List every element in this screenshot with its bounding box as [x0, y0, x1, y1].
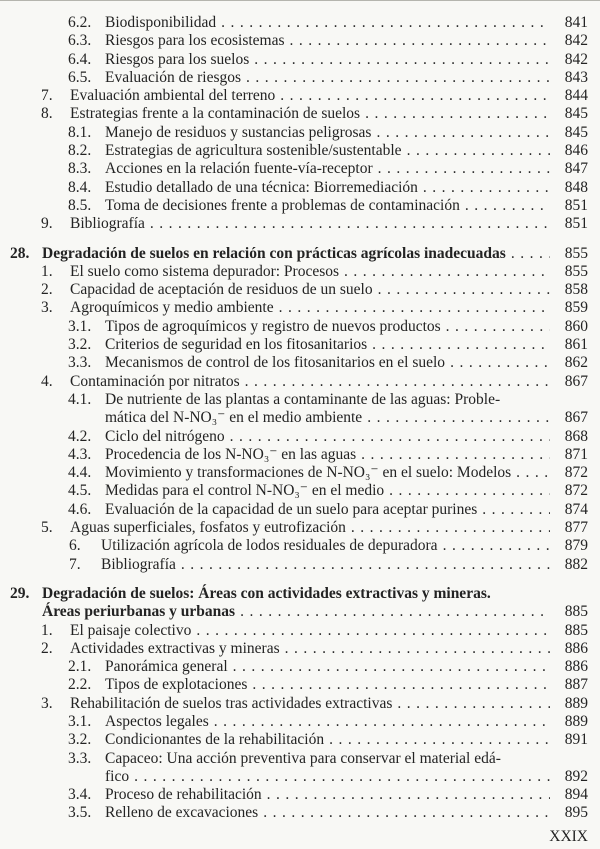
dot-leader	[376, 124, 550, 142]
dot-leader	[267, 786, 550, 804]
dot-leader	[407, 142, 550, 160]
entry-page-number: 858	[564, 281, 588, 299]
entry-page-number: 871	[564, 445, 588, 463]
toc-entry	[41, 373, 588, 391]
entry-number: 2.	[41, 639, 53, 657]
entry-page-number: 891	[564, 731, 588, 749]
entry-page-number: 879	[564, 537, 588, 555]
dot-leader	[367, 409, 550, 427]
entry-title: Bibliografía	[101, 555, 176, 573]
dot-leader	[482, 501, 550, 519]
entry-page-number: 851	[564, 215, 588, 233]
entry-title: Estrategias frente a la contaminación de suelos	[70, 105, 361, 123]
entry-title: Relleno de excavaciones	[105, 804, 259, 822]
entry-page-number: 895	[564, 804, 588, 822]
entry-number: 3.1.	[68, 712, 92, 730]
entry-page-number: 855	[564, 262, 588, 280]
entry-number: 3.4.	[68, 786, 92, 804]
dot-leader	[290, 32, 550, 50]
entry-page-number: 845	[564, 105, 588, 123]
dot-leader	[263, 804, 550, 822]
entry-page-number: 842	[564, 50, 588, 68]
entry-title: Aguas superficiales, fosfatos y eutrofización	[70, 519, 346, 537]
entry-number: 28.	[10, 244, 30, 262]
dot-leader	[181, 556, 550, 574]
toc-entry	[68, 69, 588, 87]
entry-number: 6.	[69, 537, 81, 555]
entry-title: Estudio detallado de una técnica: Biorremediación	[105, 178, 418, 196]
toc-entry	[105, 409, 588, 427]
entry-number: 6.4.	[68, 50, 92, 68]
entry-title: Estrategias de agricultura sostenible/sustentable	[105, 142, 402, 160]
entry-page-number: 843	[564, 68, 588, 86]
toc-entry	[41, 215, 588, 233]
toc-entry	[68, 51, 588, 69]
toc-entry	[68, 14, 588, 32]
toc-chapter-entry	[10, 245, 588, 263]
toc-entry	[68, 676, 588, 694]
page-footer	[0, 827, 588, 846]
toc-entry	[41, 87, 588, 105]
dot-leader	[230, 428, 550, 446]
toc-entry	[68, 750, 588, 768]
entry-title: Criterios de seguridad en los fitosanitarios	[105, 336, 368, 354]
entry-number: 4.5.	[68, 482, 92, 500]
entry-number: 3.	[41, 299, 53, 317]
entry-page-number: 848	[564, 178, 588, 196]
entry-title: Proceso de rehabilitación	[105, 786, 262, 804]
entry-page-number: 892	[564, 767, 588, 785]
entry-page-number: 860	[564, 317, 588, 335]
toc-entry	[68, 336, 588, 354]
dot-leader	[240, 603, 550, 621]
toc-section	[0, 14, 588, 234]
entry-number: 8.1.	[68, 123, 92, 141]
entry-title: Ciclo del nitrógeno	[105, 427, 225, 445]
entry-page-number: 844	[564, 87, 588, 105]
toc-entry	[68, 391, 588, 409]
entry-title: Agroquímicos y medio ambiente	[70, 299, 274, 317]
entry-title: Mecanismos de control de los fitosanitarios en el suelo	[105, 354, 446, 372]
dot-leader	[516, 464, 550, 482]
entry-page-number: 859	[564, 299, 588, 317]
toc-entry	[41, 263, 588, 281]
toc-entry	[68, 501, 588, 519]
entry-number: 4.4.	[68, 464, 92, 482]
entry-number: 4.	[41, 372, 53, 390]
entry-title: Rehabilitación de suelos tras actividades extractivas	[70, 694, 393, 712]
toc-chapter-entry	[10, 585, 588, 603]
entry-page-number: 855	[564, 244, 588, 262]
dot-leader	[329, 731, 550, 749]
toc-entry	[69, 556, 588, 574]
toc-entry	[68, 197, 588, 215]
entry-page-number: 889	[564, 712, 588, 730]
dot-leader	[254, 51, 550, 69]
entry-number: 8.5.	[68, 196, 92, 214]
toc-entry	[68, 318, 588, 336]
entry-title: Capaceo: Una acción preventiva para conservar el material edá-	[105, 749, 501, 767]
entry-page-number: 872	[564, 464, 588, 482]
toc-entry	[69, 537, 588, 555]
toc-entry	[68, 464, 588, 482]
toc-entry	[68, 713, 588, 731]
entry-title: El paisaje colectivo	[70, 621, 192, 639]
entry-page-number: 894	[564, 786, 588, 804]
entry-page-number: 842	[564, 32, 588, 50]
entry-page-number: 847	[564, 160, 588, 178]
entry-page-number: 886	[564, 658, 588, 676]
entry-page-number: 867	[564, 409, 588, 427]
toc-entry	[68, 160, 588, 178]
entry-page-number: 889	[564, 694, 588, 712]
entry-number: 3.2.	[68, 731, 92, 749]
dot-leader	[446, 318, 550, 336]
toc-entry	[68, 32, 588, 50]
entry-title: Degradación de suelos en relación con prácticas agrícolas inadecuadas	[42, 244, 506, 262]
entry-title: Toma de decisiones frente a problemas de contaminación	[105, 196, 460, 214]
toc-entry	[41, 640, 588, 658]
dot-leader	[378, 160, 550, 178]
entry-title: Acciones en la relación fuente-vía-receptor	[105, 160, 373, 178]
dot-leader	[351, 519, 550, 537]
entry-number: 3.3.	[68, 749, 92, 767]
entry-title: Evaluación ambiental del terreno	[70, 87, 276, 105]
entry-number: 2.2.	[68, 676, 92, 694]
entry-title: Actividades extractivas y mineras	[70, 639, 280, 657]
entry-number: 6.5.	[68, 68, 92, 86]
entry-page-number: 887	[564, 676, 588, 694]
toc-entry	[68, 428, 588, 446]
entry-number: 29.	[10, 584, 30, 602]
dot-leader	[361, 446, 550, 464]
entry-number: 4.3.	[68, 445, 92, 463]
entry-number: 3.5.	[68, 804, 92, 822]
dot-leader	[365, 105, 550, 123]
entry-title: Capacidad de aceptación de residuos de un suelo	[70, 281, 373, 299]
entry-title: El suelo como sistema depurador: Procesos	[70, 262, 340, 280]
entry-number: 7.	[69, 555, 81, 573]
entry-number: 3.	[41, 694, 53, 712]
toc-entry	[68, 179, 588, 197]
toc-entry	[68, 354, 588, 372]
entry-page-number: 846	[564, 142, 588, 160]
entry-title: Tipos de explotaciones	[105, 676, 248, 694]
dot-leader	[450, 354, 550, 372]
entry-title: Biodisponibilidad	[105, 14, 217, 31]
entry-number: 4.2.	[68, 427, 92, 445]
toc-entry	[41, 281, 588, 299]
dot-leader	[344, 263, 550, 281]
dot-leader	[443, 537, 550, 555]
entry-number: 9.	[41, 215, 53, 233]
dot-leader	[511, 245, 550, 263]
entry-number: 6.2.	[68, 14, 92, 31]
entry-number: 2.	[41, 281, 53, 299]
entry-number: 1.	[41, 621, 53, 639]
entry-title: Tipos de agroquímicos y registro de nuevos productos	[105, 317, 441, 335]
toc-entry	[68, 482, 588, 500]
entry-title: Procedencia de los N-NO₃⁻ en las aguas	[105, 445, 357, 463]
entry-title: Aspectos legales	[105, 712, 209, 730]
entry-title: Manejo de residuos y sustancias peligrosas	[105, 123, 372, 141]
entry-title: Riesgos para los suelos	[105, 50, 250, 68]
entry-page-number: 841	[564, 14, 588, 31]
entry-page-number: 868	[564, 427, 588, 445]
entry-page-number: 886	[564, 639, 588, 657]
entry-title: De nutriente de las plantas a contaminante de las aguas: Proble-	[105, 390, 501, 408]
entry-title: Riesgos para los ecosistemas	[105, 32, 285, 50]
toc-entry	[41, 622, 588, 640]
entry-number: 8.4.	[68, 178, 92, 196]
dot-leader	[378, 281, 550, 299]
entry-page-number: 874	[564, 500, 588, 518]
entry-title: Degradación de suelos: Áreas con actividades extractivas y mineras.	[42, 584, 491, 602]
entry-title: fico	[105, 767, 130, 785]
page-roman-numeral: XXIX	[549, 827, 588, 845]
entry-number: 8.3.	[68, 160, 92, 178]
dot-leader	[150, 215, 550, 233]
entry-number: 6.3.	[68, 32, 92, 50]
entry-title: Evaluación de la capacidad de un suelo para aceptar purines	[105, 500, 478, 518]
entry-title: Áreas periurbanas y urbanas	[42, 603, 236, 621]
entry-number: 2.1.	[68, 658, 92, 676]
entry-page-number: 885	[564, 603, 588, 621]
entry-number: 3.2.	[68, 336, 92, 354]
entry-number: 7.	[41, 87, 53, 105]
entry-title: Medidas para el control N-NO₃⁻ en el medio	[105, 482, 385, 500]
dot-leader	[285, 640, 550, 658]
dot-leader	[389, 482, 550, 500]
entry-title: Condicionantes de la rehabilitación	[105, 731, 325, 749]
entry-number: 5.	[41, 519, 53, 537]
entry-number: 4.6.	[68, 500, 92, 518]
entry-title: Movimiento y transformaciones de N-NO₃⁻ en el suelo: Modelos	[105, 464, 512, 482]
entry-number: 3.1.	[68, 317, 92, 335]
dot-leader	[233, 658, 550, 676]
entry-number: 8.2.	[68, 142, 92, 160]
toc-entry	[41, 519, 588, 537]
toc-entry	[68, 446, 588, 464]
toc-entry	[41, 299, 588, 317]
dot-leader	[423, 179, 550, 197]
entry-title: Panorámica general	[105, 658, 228, 676]
entry-title: Utilización agrícola de lodos residuales de depuradora	[101, 537, 438, 555]
entry-number: 8.	[41, 105, 53, 123]
entry-page-number: 851	[564, 196, 588, 214]
toc-section	[0, 245, 588, 574]
toc-entry	[68, 124, 588, 142]
entry-title: Bibliografía	[70, 215, 145, 233]
dot-leader	[246, 69, 550, 87]
dot-leader	[134, 768, 550, 786]
dot-leader	[279, 299, 550, 317]
dot-leader	[465, 197, 550, 215]
entry-page-number: 867	[564, 372, 588, 390]
dot-leader	[397, 695, 550, 713]
entry-title: Contaminación por nitratos	[70, 372, 240, 390]
entry-number: 4.1.	[68, 390, 92, 408]
entry-title: Evaluación de riesgos	[105, 68, 242, 86]
entry-page-number: 861	[564, 336, 588, 354]
toc-entry	[68, 804, 588, 822]
entry-page-number: 877	[564, 519, 588, 537]
dot-leader	[252, 676, 550, 694]
dot-leader	[280, 87, 550, 105]
toc-entry	[105, 768, 588, 786]
entry-page-number: 885	[564, 621, 588, 639]
toc-entry	[41, 105, 588, 123]
entry-page-number: 872	[564, 482, 588, 500]
toc-section	[0, 585, 588, 823]
toc-entry	[68, 658, 588, 676]
dot-leader	[221, 14, 550, 32]
toc-entry	[68, 731, 588, 749]
toc-entry	[68, 786, 588, 804]
dot-leader	[214, 713, 550, 731]
entry-number: 3.3.	[68, 354, 92, 372]
toc-entry	[41, 695, 588, 713]
dot-leader	[196, 622, 550, 640]
entry-number: 1.	[41, 262, 53, 280]
toc-chapter-entry	[42, 603, 588, 621]
dot-leader	[372, 336, 550, 354]
entry-page-number: 845	[564, 123, 588, 141]
entry-page-number: 862	[564, 354, 588, 372]
toc-entry	[68, 142, 588, 160]
toc-list	[0, 14, 588, 823]
dot-leader	[245, 373, 550, 391]
entry-title: mática del N-NO₃⁻ en el medio ambiente	[105, 409, 363, 427]
entry-page-number: 882	[564, 555, 588, 573]
